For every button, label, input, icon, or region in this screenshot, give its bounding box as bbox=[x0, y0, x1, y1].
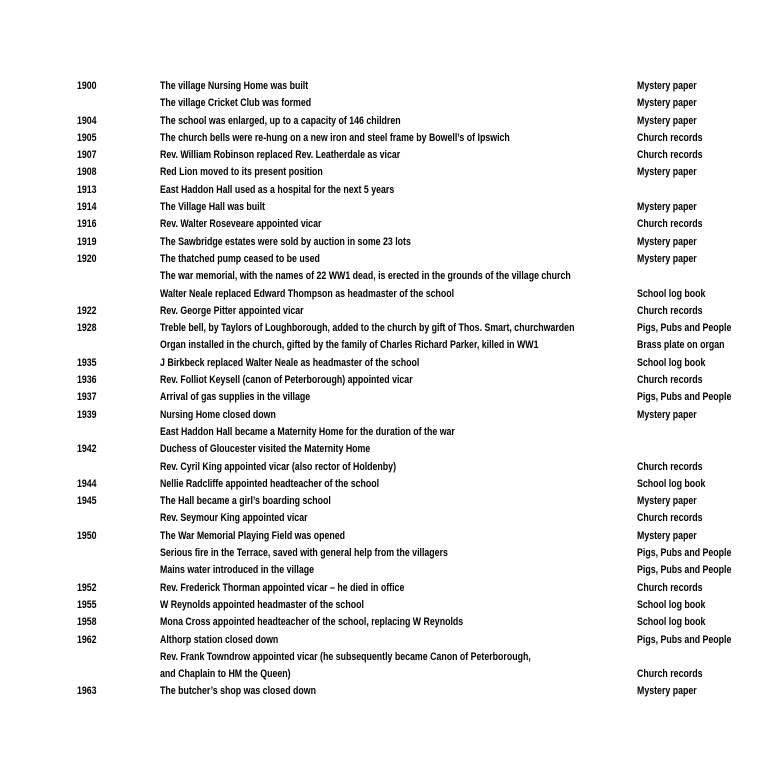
table-row bbox=[0, 234, 770, 251]
table-row bbox=[0, 632, 770, 649]
year-cell: 1916 bbox=[77, 218, 97, 231]
table-row bbox=[0, 268, 770, 285]
table-row bbox=[0, 614, 770, 631]
event-cell: J Birkbeck replaced Walter Neale as headmaster of the school bbox=[160, 356, 420, 369]
source-cell: Mystery paper bbox=[637, 80, 697, 92]
table-row bbox=[0, 493, 770, 510]
source-cell: Church records bbox=[637, 149, 703, 162]
source-cell: Mystery paper bbox=[637, 97, 697, 110]
year-cell: 1908 bbox=[77, 166, 97, 179]
source-cell: Church records bbox=[637, 581, 703, 594]
event-cell: East Haddon Hall became a Maternity Home for the duration of the war bbox=[160, 425, 455, 438]
table-row bbox=[0, 510, 770, 527]
table-row bbox=[0, 78, 770, 95]
event-cell: The church bells were re-hung on a new iron and steel frame by Bowell’s of Ipswich bbox=[160, 131, 510, 144]
source-cell: School log book bbox=[637, 598, 706, 611]
year-cell: 1905 bbox=[77, 131, 97, 144]
event-cell: The Village Hall was built bbox=[160, 201, 265, 214]
event-cell: Nursing Home closed down bbox=[160, 408, 276, 421]
event-cell: Mona Cross appointed headteacher of the school, replacing W Reynolds bbox=[160, 616, 464, 629]
source-cell: Mystery paper bbox=[637, 252, 697, 265]
table-row bbox=[0, 95, 770, 112]
year-cell: 1922 bbox=[77, 304, 97, 317]
event-cell: Treble bell, by Taylors of Loughborough, added to the church by gift of Thos. Smart, churchwarden bbox=[160, 322, 575, 335]
table-row bbox=[0, 355, 770, 372]
event-cell: Rev. William Robinson replaced Rev. Leatherdale as vicar bbox=[160, 149, 401, 162]
year-cell: 1963 bbox=[77, 685, 97, 698]
source-cell: School log book bbox=[637, 616, 706, 629]
source-cell: Mystery paper bbox=[637, 685, 697, 698]
source-cell: Pigs, Pubs and People bbox=[637, 547, 732, 560]
event-cell: The thatched pump ceased to be used bbox=[160, 252, 320, 265]
source-cell: Church records bbox=[637, 668, 703, 681]
event-cell: Red Lion moved to its present position bbox=[160, 166, 323, 179]
table-row bbox=[0, 545, 770, 562]
source-cell: Church records bbox=[637, 374, 703, 387]
event-cell: Arrival of gas supplies in the village bbox=[160, 391, 311, 404]
year-cell: 1907 bbox=[77, 149, 97, 162]
source-cell: Church records bbox=[637, 218, 703, 231]
event-cell: The Hall became a girl’s boarding school bbox=[160, 495, 331, 508]
table-row bbox=[0, 164, 770, 181]
year-cell: 1904 bbox=[77, 114, 97, 127]
table-row bbox=[0, 251, 770, 268]
source-cell: Pigs, Pubs and People bbox=[637, 322, 732, 335]
table-row bbox=[0, 649, 770, 666]
event-cell: Rev. Seymour King appointed vicar bbox=[160, 512, 308, 525]
event-cell: Walter Neale replaced Edward Thompson as headmaster of the school bbox=[160, 287, 455, 300]
source-cell: Mystery paper bbox=[637, 166, 697, 179]
source-cell: Mystery paper bbox=[637, 235, 697, 248]
event-cell: Rev. Folliot Keysell (canon of Peterborough) appointed vicar bbox=[160, 374, 413, 387]
source-cell: Church records bbox=[637, 131, 703, 144]
table-row bbox=[0, 130, 770, 147]
year-cell: 1919 bbox=[77, 235, 97, 248]
source-cell: Church records bbox=[637, 304, 703, 317]
event-cell: Rev. George Pitter appointed vicar bbox=[160, 304, 304, 317]
year-cell: 1962 bbox=[77, 633, 97, 646]
table-row bbox=[0, 562, 770, 579]
table-row bbox=[0, 441, 770, 458]
source-cell: Church records bbox=[637, 460, 703, 473]
source-cell: Mystery paper bbox=[637, 114, 697, 127]
table-row bbox=[0, 580, 770, 597]
source-cell: Mystery paper bbox=[637, 529, 697, 542]
year-cell: 1935 bbox=[77, 356, 97, 369]
table-row bbox=[0, 459, 770, 476]
table-row bbox=[0, 113, 770, 130]
table-row bbox=[0, 407, 770, 424]
table-row bbox=[0, 666, 770, 683]
source-cell: Church records bbox=[637, 512, 703, 525]
event-cell: The school was enlarged, up to a capacity of 146 children bbox=[160, 114, 401, 127]
source-cell: Mystery paper bbox=[637, 408, 697, 421]
table-row bbox=[0, 182, 770, 199]
year-cell: 1955 bbox=[77, 598, 97, 611]
event-cell: Organ installed in the church, gifted by the family of Charles Richard Parker, killed in WW1 bbox=[160, 339, 539, 352]
event-cell: W Reynolds appointed headmaster of the school bbox=[160, 598, 364, 611]
event-cell: Rev. Cyril King appointed vicar (also rector of Holdenby) bbox=[160, 460, 397, 473]
event-cell: and Chaplain to HM the Queen) bbox=[160, 668, 291, 681]
table-row bbox=[0, 528, 770, 545]
event-cell: The War Memorial Playing Field was opened bbox=[160, 529, 346, 542]
table-row bbox=[0, 372, 770, 389]
source-cell: Mystery paper bbox=[637, 201, 697, 214]
table-row bbox=[0, 476, 770, 493]
table-row bbox=[0, 320, 770, 337]
year-cell: 1942 bbox=[77, 443, 97, 456]
source-cell: School log book bbox=[637, 477, 706, 490]
table-row bbox=[0, 337, 770, 354]
year-cell: 1928 bbox=[77, 322, 97, 335]
year-cell: 1913 bbox=[77, 183, 97, 196]
source-cell: Brass plate on organ bbox=[637, 339, 725, 352]
timeline-table bbox=[0, 78, 770, 701]
table-row bbox=[0, 216, 770, 233]
event-cell: The village Nursing Home was built bbox=[160, 80, 309, 92]
year-cell: 1920 bbox=[77, 252, 97, 265]
event-cell: Rev. Frederick Thorman appointed vicar – he died in office bbox=[160, 581, 405, 594]
event-cell: Nellie Radcliffe appointed headteacher of the school bbox=[160, 477, 380, 490]
event-cell: The war memorial, with the names of 22 WW1 dead, is erected in the grounds of the village church bbox=[160, 270, 571, 283]
table-row bbox=[0, 147, 770, 164]
table-row bbox=[0, 424, 770, 441]
event-cell: Serious fire in the Terrace, saved with general help from the villagers bbox=[160, 547, 448, 560]
event-cell: Duchess of Gloucester visited the Maternity Home bbox=[160, 443, 371, 456]
event-cell: The butcher’s shop was closed down bbox=[160, 685, 316, 698]
table-row bbox=[0, 597, 770, 614]
table-row bbox=[0, 389, 770, 406]
year-cell: 1900 bbox=[77, 80, 97, 92]
table-row bbox=[0, 683, 770, 700]
table-row bbox=[0, 199, 770, 216]
source-cell: School log book bbox=[637, 356, 706, 369]
event-cell: The Sawbridge estates were sold by auction in some 23 lots bbox=[160, 235, 411, 248]
table-row bbox=[0, 286, 770, 303]
event-cell: Rev. Walter Roseveare appointed vicar bbox=[160, 218, 322, 231]
event-cell: East Haddon Hall used as a hospital for the next 5 years bbox=[160, 183, 395, 196]
year-cell: 1936 bbox=[77, 374, 97, 387]
year-cell: 1950 bbox=[77, 529, 97, 542]
event-cell: The village Cricket Club was formed bbox=[160, 97, 312, 110]
source-cell: Pigs, Pubs and People bbox=[637, 633, 732, 646]
table-row bbox=[0, 303, 770, 320]
year-cell: 1937 bbox=[77, 391, 97, 404]
year-cell: 1958 bbox=[77, 616, 97, 629]
source-cell: School log book bbox=[637, 287, 706, 300]
year-cell: 1944 bbox=[77, 477, 97, 490]
source-cell: Pigs, Pubs and People bbox=[637, 391, 732, 404]
source-cell: Pigs, Pubs and People bbox=[637, 564, 732, 577]
event-cell: Althorp station closed down bbox=[160, 633, 279, 646]
year-cell: 1952 bbox=[77, 581, 97, 594]
year-cell: 1939 bbox=[77, 408, 97, 421]
event-cell: Mains water introduced in the village bbox=[160, 564, 315, 577]
year-cell: 1945 bbox=[77, 495, 97, 508]
year-cell: 1914 bbox=[77, 201, 97, 214]
event-cell: Rev. Frank Towndrow appointed vicar (he subsequently became Canon of Peterborough, bbox=[160, 650, 531, 663]
source-cell: Mystery paper bbox=[637, 495, 697, 508]
